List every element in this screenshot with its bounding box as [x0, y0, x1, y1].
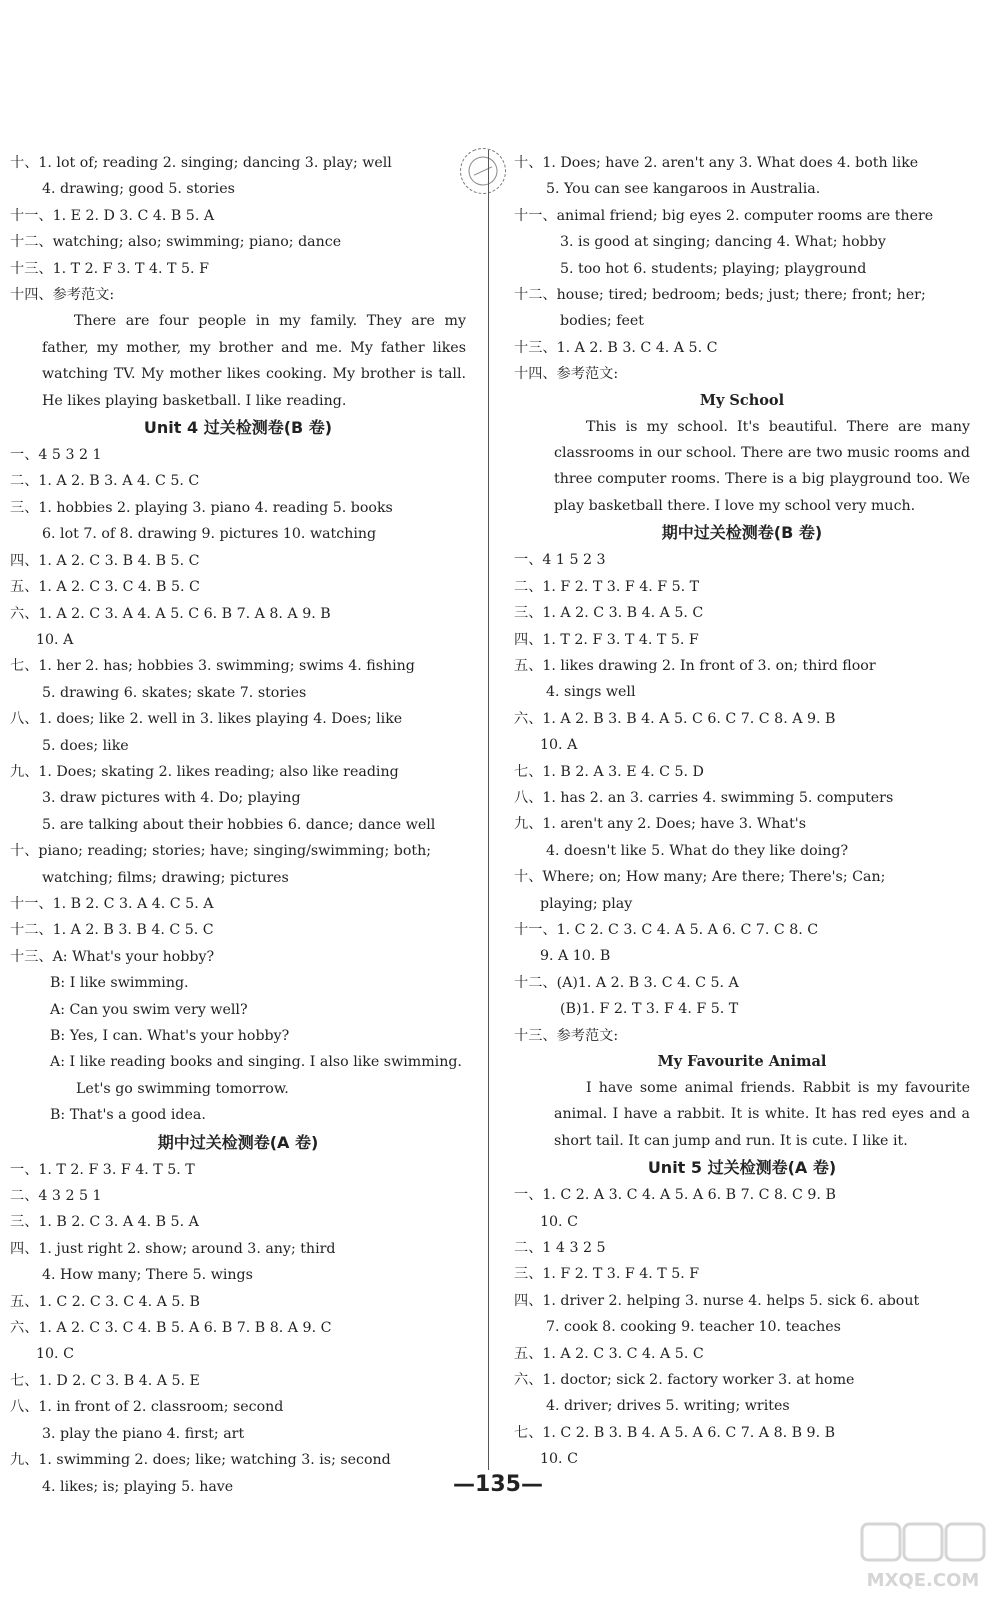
answer-line: 八、1. has 2. an 3. carries 4. swimming 5. computers [514, 789, 894, 806]
answer-line: 一、1. C 2. A 3. C 4. A 5. A 6. B 7. C 8. C 9. B [514, 1187, 836, 1204]
section-heading: Unit 4 过关检测卷(B 卷) [143, 418, 333, 438]
answer-line: 九、1. swimming 2. does; like; watching 3. is; second [10, 1452, 391, 1469]
answer-line: 10. C [540, 1451, 578, 1468]
page-number: —135— [453, 1472, 543, 1497]
answer-line: 4. How many; There 5. wings [42, 1267, 253, 1284]
answer-line: 四、1. T 2. F 3. T 4. T 5. F [514, 631, 699, 648]
answer-line: 10. C [36, 1346, 74, 1363]
answer-line: 3. is good at singing; dancing 4. What; hobby [560, 234, 886, 251]
answer-line: 十一、1. E 2. D 3. C 4. B 5. A [10, 207, 215, 224]
answer-line: 二、1. A 2. B 3. A 4. C 5. C [10, 473, 200, 490]
answer-line: 五、1. C 2. C 3. C 4. A 5. B [10, 1293, 200, 1310]
answer-line: 5. You can see kangaroos in Australia. [546, 181, 821, 198]
answer-line: 二、4 3 2 5 1 [10, 1188, 102, 1205]
answer-line: 六、1. A 2. B 3. B 4. A 5. C 6. C 7. C 8. A 9. B [514, 710, 836, 727]
answer-line: 十、piano; reading; stories; have; singing/swimming; both; [10, 843, 432, 860]
answer-line: B: I like swimming. [50, 975, 189, 992]
answer-line: 九、1. aren't any 2. Does; have 3. What's [514, 816, 806, 833]
answer-line: 5. drawing 6. skates; skate 7. stories [42, 684, 307, 701]
answer-line: 4. doesn't like 5. What do they like doing? [546, 842, 849, 859]
answer-line: 八、1. does; like 2. well in 3. likes playing 4. Does; like [10, 711, 403, 728]
answer-line: watching; films; drawing; pictures [42, 869, 289, 886]
answer-line: 5. are talking about their hobbies 6. dance; dance well [42, 816, 436, 833]
answer-line: 七、1. B 2. A 3. E 4. C 5. D [514, 763, 704, 780]
answer-line: 十三、1. A 2. B 3. C 4. A 5. C [514, 339, 718, 356]
watermark-text: MXQE.COM [866, 1570, 980, 1591]
left-column [10, 150, 466, 1500]
essay-paragraph: There are four people in my family. They are my father, my mother, my brother and me. My father likes watching TV. My mother likes cooking. My brother is tall. He likes playing basketball. I like reading. [42, 313, 466, 409]
answer-line: 十一、1. B 2. C 3. A 4. C 5. A [10, 895, 214, 912]
answer-line: 四、1. driver 2. helping 3. nurse 4. helps 5. sick 6. about [514, 1292, 920, 1309]
answer-line: 十、1. Does; have 2. aren't any 3. What does 4. both like [514, 155, 919, 171]
watermark-logo [858, 1520, 988, 1594]
answer-line: 十、Where; on; How many; Are there; There's; Can; [514, 869, 886, 886]
answer-line: 5. too hot 6. students; playing; playground [560, 260, 867, 277]
answer-line: B: That's a good idea. [50, 1107, 206, 1124]
essay-paragraph: I have some animal friends. Rabbit is my favourite animal. I have a rabbit. It is white. It has red eyes and a short tail. It can jump and run. It is cute. I like it. [554, 1080, 970, 1149]
answer-line: 一、4 1 5 2 3 [514, 552, 606, 569]
answer-line: 九、1. Does; skating 2. likes reading; also like reading [10, 763, 399, 780]
answer-line: 5. does; like [42, 737, 129, 754]
answer-line: Let's go swimming tomorrow. [76, 1080, 289, 1097]
answer-line: 6. lot 7. of 8. drawing 9. pictures 10. watching [42, 526, 377, 543]
answer-line: 十三、参考范文: [514, 1027, 619, 1044]
section-heading: Unit 5 过关检测卷(A 卷) [647, 1158, 837, 1178]
answer-line: 三、1. B 2. C 3. A 4. B 5. A [10, 1214, 199, 1231]
answer-line: 9. A 10. B [540, 948, 611, 965]
answer-line: 十四、参考范文: [514, 366, 619, 383]
answer-line: bodies; feet [560, 313, 644, 330]
answer-line: 五、1. A 2. C 3. C 4. B 5. C [10, 579, 200, 596]
answer-line: 十二、(A)1. A 2. B 3. C 4. C 5. A [514, 974, 739, 991]
answer-line: 十三、1. T 2. F 3. T 4. T 5. F [10, 260, 209, 277]
answer-line: 四、1. just right 2. show; around 3. any; third [10, 1240, 336, 1257]
answer-line: 10. A [36, 631, 74, 648]
answer-line: 十二、watching; also; swimming; piano; dance [10, 234, 342, 251]
section-heading: 期中过关检测卷(A 卷) [157, 1132, 319, 1152]
essay-title: My School [699, 391, 785, 409]
section-heading: 期中过关检测卷(B 卷) [661, 523, 823, 543]
answer-line: 三、1. F 2. T 3. F 4. T 5. F [514, 1266, 700, 1283]
right-column [514, 150, 970, 1473]
answer-line: 4. driver; drives 5. writing; writes [546, 1398, 790, 1415]
answer-line: 7. cook 8. cooking 9. teacher 10. teaches [546, 1319, 841, 1336]
answer-line: 3. draw pictures with 4. Do; playing [42, 790, 301, 807]
answer-line: 十二、1. A 2. B 3. B 4. C 5. C [10, 922, 214, 939]
answer-line: 二、1. F 2. T 3. F 4. F 5. T [514, 578, 700, 595]
answer-line: 4. likes; is; playing 5. have [42, 1478, 234, 1495]
answer-line: 六、1. A 2. C 3. C 4. B 5. A 6. B 7. B 8. A 9. C [10, 1320, 332, 1337]
answer-line: B: Yes, I can. What's your hobby? [50, 1028, 290, 1044]
essay-title: My Favourite Animal [657, 1053, 827, 1070]
answer-line: 三、1. A 2. C 3. B 4. A 5. C [514, 605, 704, 622]
answer-line: 十二、house; tired; bedroom; beds; just; there; front; her; [514, 287, 926, 304]
answer-line: 十一、animal friend; big eyes 2. computer rooms are there [514, 207, 934, 224]
answer-line: 五、1. A 2. C 3. C 4. A 5. C [514, 1345, 704, 1362]
answer-line: 七、1. D 2. C 3. B 4. A 5. E [10, 1372, 200, 1389]
answer-line: 10. A [540, 737, 578, 754]
answer-line: 一、1. T 2. F 3. F 4. T 5. T [10, 1161, 195, 1178]
answer-line: 十一、1. C 2. C 3. C 4. A 5. A 6. C 7. C 8. C [514, 921, 819, 938]
essay-paragraph: This is my school. It's beautiful. There are many classrooms in our school. There are two music rooms and three computer rooms. There is a big playground too. We play basketball there. I love my school very much. [554, 418, 970, 514]
answer-line: 3. play the piano 4. first; art [42, 1425, 245, 1442]
answer-line: 4. sings well [546, 684, 636, 701]
answer-line: 五、1. likes drawing 2. In front of 3. on; third floor [514, 657, 876, 674]
answer-line: 八、1. in front of 2. classroom; second [10, 1399, 284, 1416]
answer-line: (B)1. F 2. T 3. F 4. F 5. T [560, 1001, 739, 1018]
answer-line: 六、1. A 2. C 3. A 4. A 5. C 6. B 7. A 8. A 9. B [10, 605, 331, 622]
answer-line: 十四、参考范文: [10, 287, 115, 304]
answer-line: 十、1. lot of; reading 2. singing; dancing 3. play; well [10, 155, 392, 171]
answer-line: 六、1. doctor; sick 2. factory worker 3. at home [514, 1372, 855, 1389]
answer-line: 二、1 4 3 2 5 [514, 1240, 606, 1257]
answer-line: 七、1. C 2. B 3. B 4. A 5. A 6. C 7. A 8. B 9. B [514, 1424, 836, 1441]
answer-line: 一、4 5 3 2 1 [10, 447, 102, 464]
answer-line: playing; play [540, 895, 633, 912]
answer-line: 七、1. her 2. has; hobbies 3. swimming; swims 4. fishing [10, 658, 415, 675]
answer-line: 十三、A: What's your hobby? [10, 948, 215, 965]
answer-line: A: I like reading books and singing. I also like swimming. [50, 1054, 462, 1071]
answer-line: 三、1. hobbies 2. playing 3. piano 4. reading 5. books [10, 499, 393, 516]
answer-line: 4. drawing; good 5. stories [42, 181, 235, 198]
column-divider [488, 150, 489, 1470]
answer-line: 四、1. A 2. C 3. B 4. B 5. C [10, 552, 200, 569]
answer-line: A: Can you swim very well? [50, 1001, 248, 1018]
answer-line: 10. C [540, 1213, 578, 1230]
